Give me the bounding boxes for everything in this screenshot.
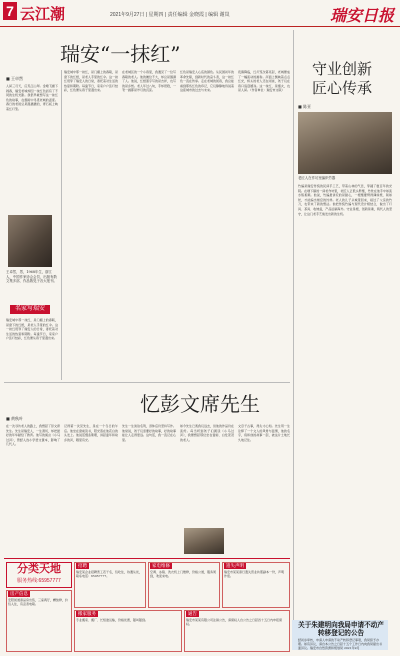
- article1-col4: 红色是瑞安人心底的颜色。从民国初年的革命先驱，到新时代的奋斗者，这一抹红色一直在传承。走在老城的街巷，我总能看到那些红色的印记，它们静静地诉说着这座城市的过去与未来。: [180, 70, 234, 93]
- classifieds-banner: [6, 562, 72, 588]
- classifieds-title: 分类天地: [17, 563, 61, 575]
- article3-col2: 记得第一次见先生，是在一个冬日的午后。他坐在窗前读书，阳光落在他花白的头发上。他说话慢条斯理，讲起童年和故乡的河，眼里有光。: [64, 424, 118, 442]
- section-title: 云江潮: [20, 5, 66, 23]
- ad-tag: 招聘: [78, 563, 87, 568]
- divider: [61, 70, 62, 380]
- article1-title: 瑞安“一抹红”: [60, 42, 181, 66]
- page-header: [0, 0, 400, 27]
- author-caption: 王卓然，男，1968年生，浙江人，中国作家协会会员，出版有散文集多部，作品散见于各大报刊。: [6, 270, 57, 284]
- page-number: 7: [3, 2, 17, 20]
- ad-tag: 搬家服务: [78, 611, 96, 616]
- workshop-caption: 老匠人在作坊里编织竹器: [298, 176, 336, 180]
- article1-col1b: 瑞安城中那一抹红，是门楣上的春联，是窗下的红纸，是老人手里的红伞。这一抹红贯穿了瑞安人的日常，寄托着对生活的热爱和期盼。每逢节日，家家户户张灯结彩，红色便从巷子里漫出来。: [6, 318, 58, 341]
- article3-title: 忆彭文席先生: [140, 392, 260, 416]
- article1-col2: 瑞安城中那一抹红，是门楣上的春联，是窗下的红纸，是老人手里的红伞。这一抹红贯穿了瑞安人的日常，寄托着对生活的热爱和期盼。每逢节日，家家户户张灯结彩，红色便从巷子里漫出来。: [64, 70, 118, 93]
- ad-text: 瑞安市某某有限公司注销公告，请债权人自公告之日起四十五日内申报债权。: [186, 618, 283, 627]
- article2-title-line2: 匠心传承: [312, 79, 373, 97]
- article3-col3: 先生一生淡泊名利，退休后仍坚持写作。他常说，孩子们需要好的故事，好的故事能让人走得更远。这句话，我一直记在心里。: [122, 424, 176, 442]
- portrait-photo: [184, 528, 224, 554]
- ad-tag: 家电维修: [152, 563, 170, 568]
- divider: [4, 382, 290, 383]
- masthead: 瑞安日报: [329, 6, 394, 25]
- ad-text: 专业搬家、搬厂、长短途运输，价格优惠，随叫随到。: [76, 618, 149, 622]
- issue-meta: 2021年9月27日 | 星期四 | 责任编辑 金晓霞 | 编辑 谢岚: [110, 12, 230, 18]
- divider: [4, 558, 290, 559]
- notice-title: 关于朱建明向我局申请不动产转移登记的公告: [298, 621, 384, 637]
- column-tag: 名家写瑞安: [10, 305, 50, 314]
- ad-text: 空调、冰箱、洗衣机上门维修，价格公道，服务周到，欢迎来电。: [150, 570, 216, 579]
- ad-tag: 通告: [188, 611, 197, 616]
- article1-col1: 人间三月天，应见江山翠。金塘飞檐下闹春，瑞安老城却因一抹红色而有了不同的生机光影。我很早就想写这一抹红色的故事，在烟雨中寻觅老城的温度。春日的老街总是湿漉漉的，青石板上映着红灯笼。: [6, 84, 58, 111]
- article1-author: ■ 王卓然: [6, 76, 24, 81]
- article2-title: [312, 60, 372, 98]
- article2-body: 竹编是瑞安传统的民间手工艺，带着山林的气息，穿越了数百年的光阴。在塘下镇的一间老作坊里，老匠人正低头劈篾，竹丝在他手中如流水般柔顺。他说，竹编最讲究的是耐心，一根篾要劈得薄如纸、韧如丝，才能编出细密的纹样。老人的儿子从城里回来，接过了父亲的竹刀，也带来了新的想法。他把传统竹编与现代设计相结合，做出了灯具、茶具、收纳盒，产品远销海外。守业是根，创新是魂，两代人的坚守，让这门老手艺焕发出新的生机。: [298, 184, 392, 216]
- article3-col5: 文章千古事，得失寸心知。先生用一生诠释了一个文人的风骨与温情，他的名字，将和他的故事一起，被这片土地长久地记住。: [238, 424, 290, 442]
- workshop-photo: [298, 112, 392, 174]
- divider: [293, 30, 294, 620]
- ad-tag: 遗失声明: [226, 563, 244, 568]
- ad-text: 瑞安某企业招聘普工若干名，包吃住，待遇从优，联系电话：65957777。: [76, 570, 142, 579]
- article3-col4: 如今先生已离我们远去，但他的作品仍在流传。每当听到孩子们朗读《小马过河》，我便想起那位坐在窗前、白发苍苍的老人。: [180, 424, 234, 442]
- author-photo: [8, 215, 52, 267]
- ad-tag: 房产信息: [10, 591, 28, 596]
- classifieds-phone: 服务热线:65957777: [17, 578, 61, 584]
- article1-col5: 夜幕降临，红灯笼次第亮起，老城便成了一幅流动的画卷。河面上倒映着点点红光，桥头的老人还在闲谈，孩子们在巷口追逐嬉戏。这一抹红，是烟火，也是人间。（作者单位：瑞安市文联）: [238, 70, 290, 93]
- notice-body: 经初步审核，申请人申请的不动产转移登记事项，我局拟予办理。如有异议，请自本公告之日起十五个工作日内向我局提出书面异议。瑞安市自然资源和规划局 2021年9月: [298, 638, 383, 650]
- article3-author: ■ 黄秋叶: [6, 416, 24, 421]
- article2-author: ■ 陈亚: [298, 104, 312, 109]
- article3-col1: 在一次寻访老人的路上，我想起了彭文席先生。先生是瑞安人，一生清贫，却把最好的年华献给了教育。他写的寓言《小马过河》，曾经入选小学语文课本，影响了几代人。: [6, 424, 60, 447]
- article1-col3: 在老城区的一个小巷里，我遇见了一位写春联的老人。他的摊位不大，却总是围满了人。他说，红纸黑字写的是吉祥，也写的是乡愁。老人年过八旬，手却很稳，一笔一画都是岁月的沉淀。: [122, 70, 176, 93]
- article2-title-line1: 守业创新: [312, 60, 373, 78]
- ad-text: 安阳街道商品房出售，三室两厅，精装修，拎包入住，有意者电联。: [8, 598, 68, 607]
- ad-text: 瑞安市某某商行遗失营业执照副本一份，声明作废。: [224, 570, 285, 579]
